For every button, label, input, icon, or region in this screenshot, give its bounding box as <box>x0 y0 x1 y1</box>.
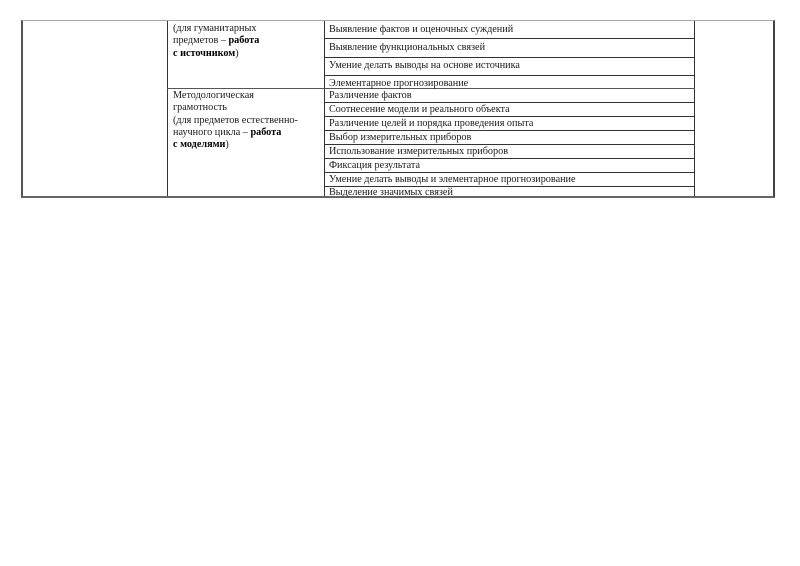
skill-cell: Выявление функциональных связей <box>329 42 486 53</box>
skill-cell: Выбор измерительных приборов <box>329 132 472 143</box>
skill-cell: Использование измерительных приборов <box>329 146 509 157</box>
category-line: грамотность <box>173 102 228 114</box>
category-cell-methodological-literacy <box>173 90 298 151</box>
skill-cell: Элементарное прогнозирование <box>329 78 469 89</box>
skills-table <box>21 20 775 198</box>
skill-cell: Умение делать выводы и элементарное прогнозирование <box>329 174 576 185</box>
category-cell-humanities <box>173 23 259 60</box>
row-divider <box>324 116 695 117</box>
row-divider <box>324 130 695 131</box>
column-divider-3 <box>694 21 695 196</box>
category-line: (для гуманитарных <box>173 23 257 34</box>
row-divider <box>324 57 695 58</box>
skill-cell: Выделение значимых связей <box>329 187 453 198</box>
category-line: с источником) <box>173 47 239 59</box>
column-divider-2 <box>324 21 325 196</box>
skill-cell: Соотнесение модели и реального объекта <box>329 104 510 115</box>
column-divider-1 <box>167 21 168 196</box>
category-line: научного цикла – работа <box>173 126 282 138</box>
category-line: с моделями) <box>173 139 229 151</box>
row-divider <box>324 38 695 39</box>
row-divider <box>324 172 695 173</box>
category-line: (для предметов естественно- <box>173 114 298 126</box>
row-divider <box>324 75 695 76</box>
category-line: предметов – работа <box>173 35 260 47</box>
skill-cell: Фиксация результата <box>329 160 420 171</box>
skill-cell: Различение целей и порядка проведения опыта <box>329 118 534 129</box>
row-divider <box>324 158 695 159</box>
skill-cell: Умение делать выводы на основе источника <box>329 60 520 71</box>
skill-cell: Выявление фактов и оценочных суждений <box>329 24 514 35</box>
category-line: Методологическая <box>173 90 254 101</box>
row-divider <box>324 144 695 145</box>
skill-cell: Различение фактов <box>329 90 412 101</box>
row-divider <box>324 102 695 103</box>
